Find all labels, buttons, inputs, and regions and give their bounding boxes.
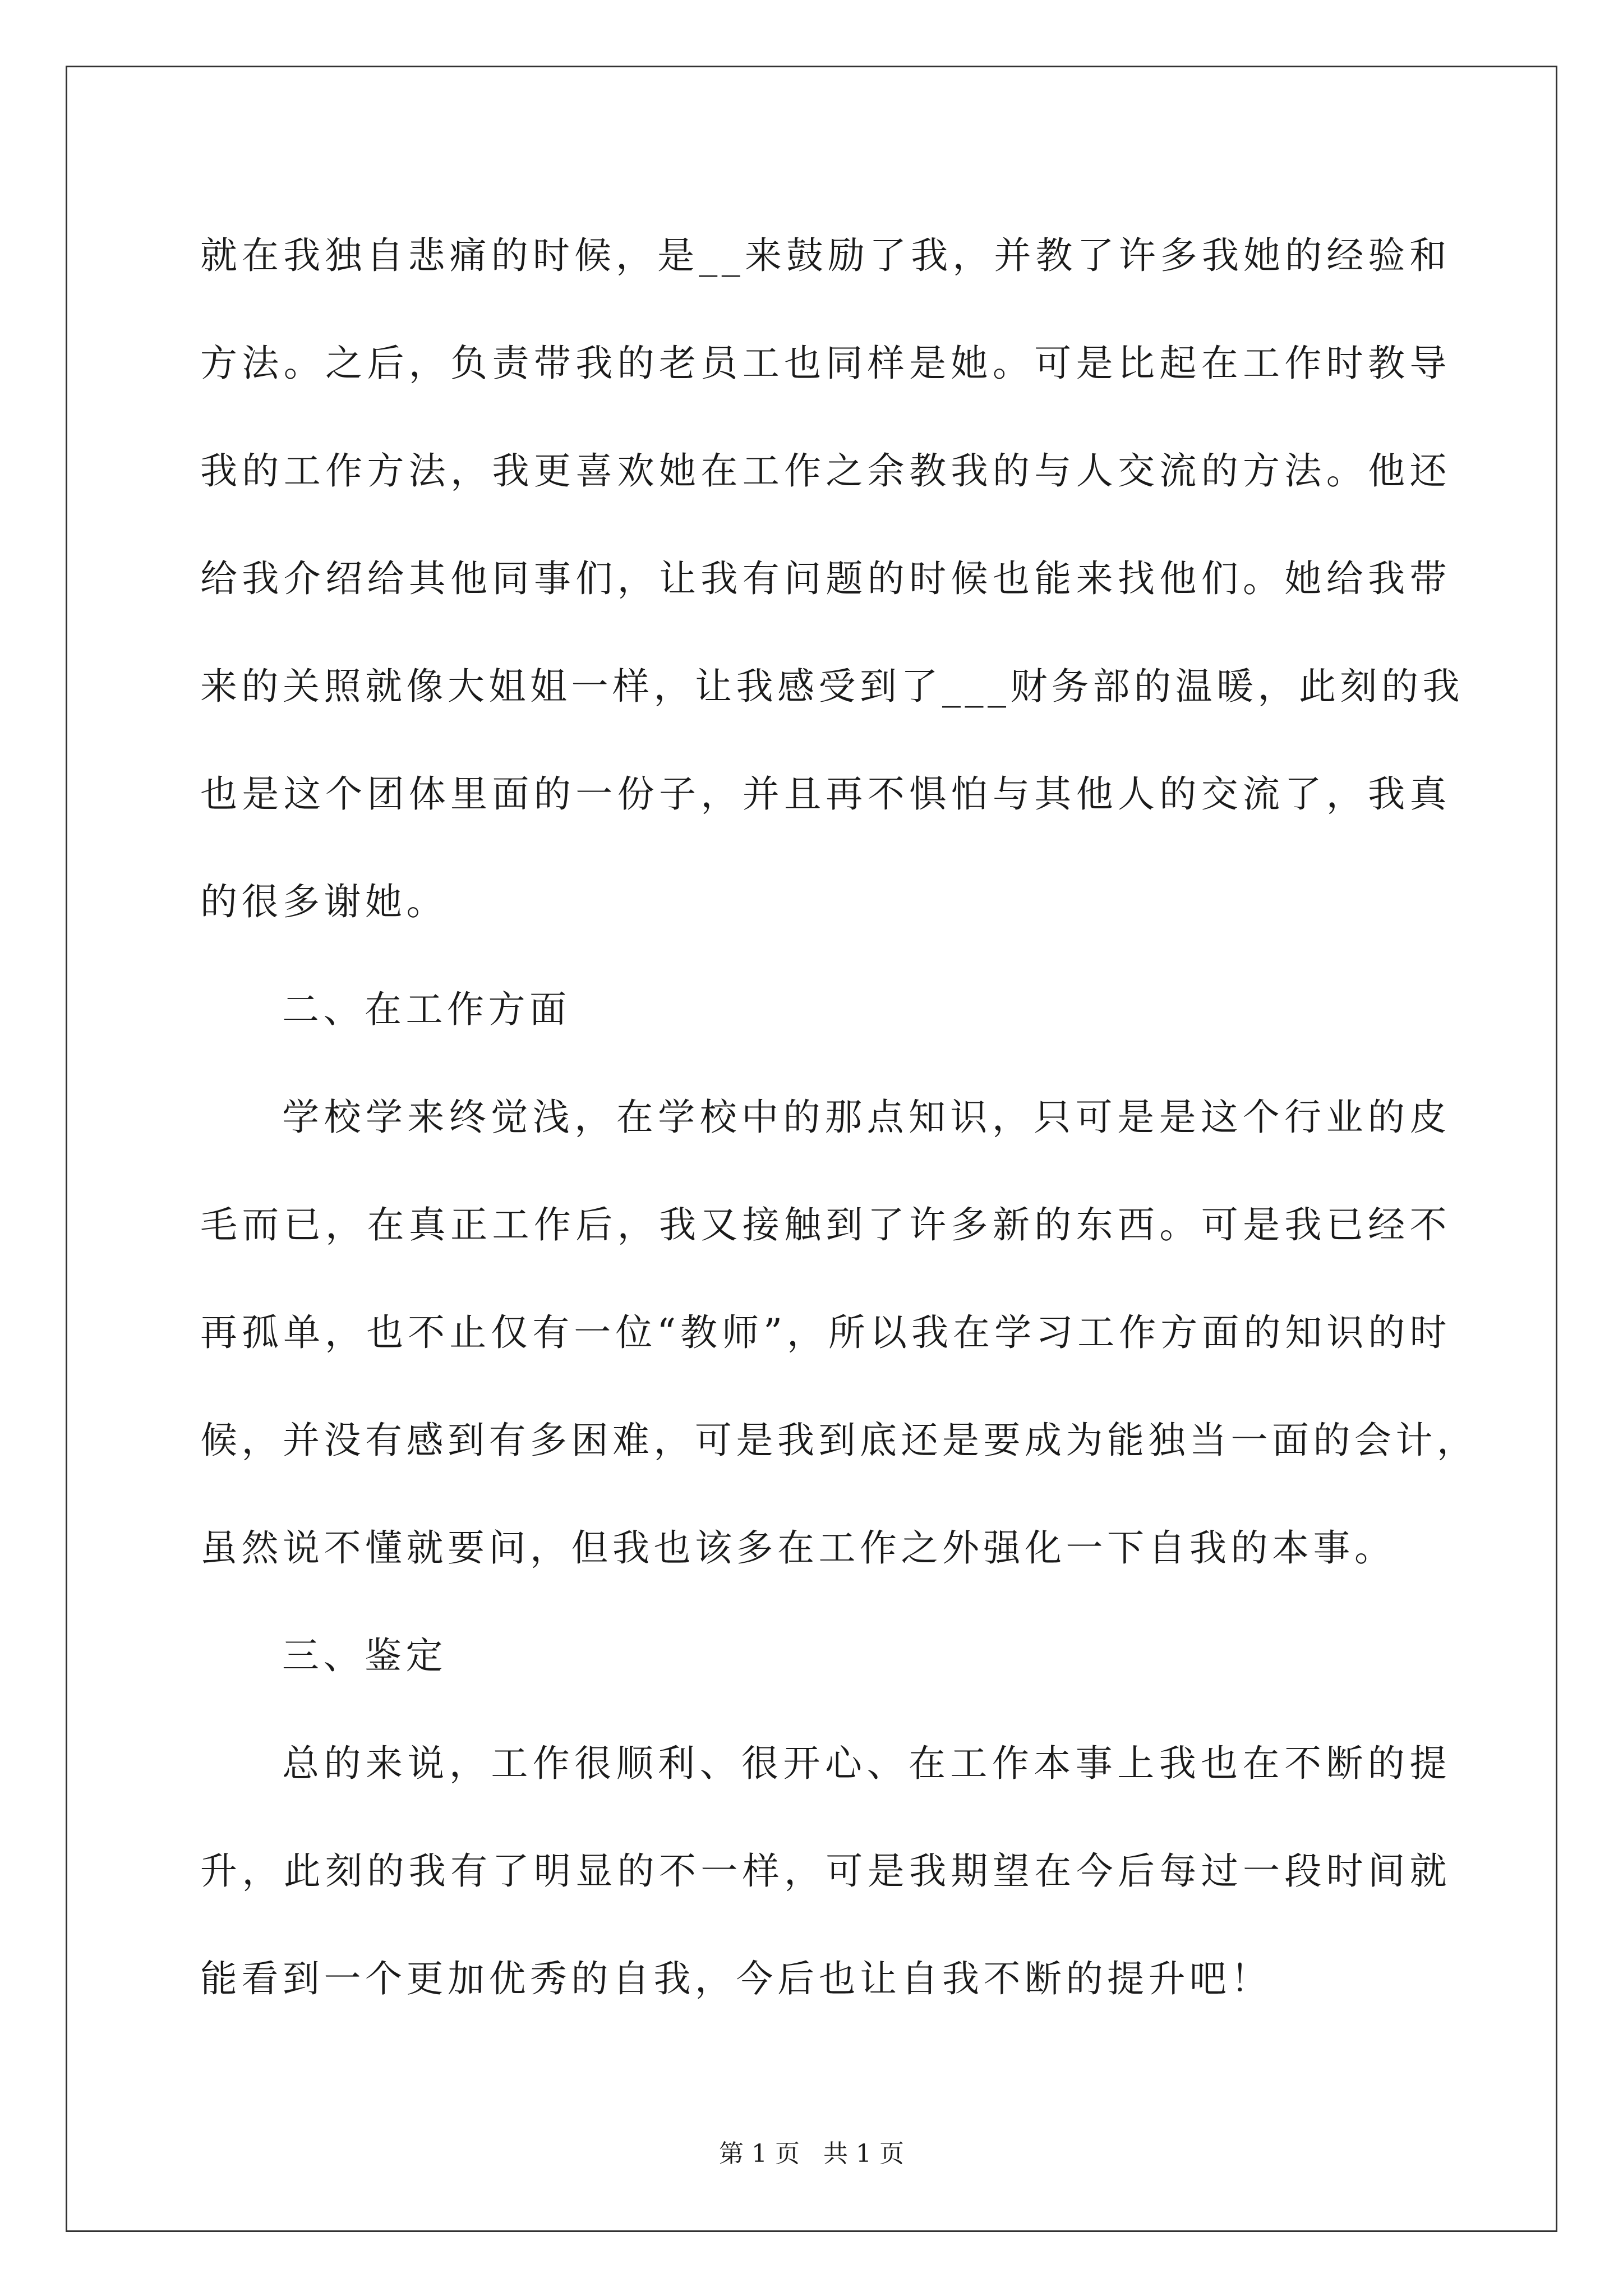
section-heading-appraisal: 三、鉴定 — [282, 1634, 447, 1677]
page-number-footer: 第 1 页 共 1 页 — [719, 2139, 904, 2168]
document-body — [200, 202, 1478, 2033]
body-line-4: 给我介绍给其他同事们，让我有问题的时候也能来找他们。她给我带 — [200, 557, 1451, 600]
body-line-7: 的很多谢她。 — [200, 880, 448, 923]
body-line-12: 候，并没有感到有多困难，可是我到底还是要成为能独当一面的会计， — [200, 1419, 1478, 1462]
body-line-5: 来的关照就像大姐姐一样，让我感受到了___财务部的温暖，此刻的我 — [200, 665, 1464, 708]
body-line-17: 能看到一个更加优秀的自我，今后也让自我不断的提升吧！ — [200, 1957, 1272, 2000]
body-line-3: 我的工作方法，我更喜欢她在工作之余教我的与人交流的方法。他还 — [200, 449, 1451, 493]
body-line-15: 总的来说，工作很顺利、很开心、在工作本事上我也在不断的提 — [282, 1742, 1451, 1785]
body-line-1: 就在我独自悲痛的时候，是__来鼓励了我，并教了许多我她的经验和 — [200, 234, 1451, 277]
body-line-6: 也是这个团体里面的一份子，并且再不惧怕与其他人的交流了，我真 — [200, 772, 1451, 816]
body-line-9: 学校学来终觉浅，在学校中的那点知识，只可是是这个行业的皮 — [282, 1096, 1451, 1139]
body-line-13: 虽然说不懂就要问，但我也该多在工作之外强化一下自我的本事。 — [200, 1526, 1396, 1570]
body-line-2: 方法。之后，负责带我的老员工也同样是她。可是比起在工作时教导 — [200, 342, 1451, 385]
body-line-10: 毛而已，在真正工作后，我又接触到了许多新的东西。可是我已经不 — [200, 1203, 1451, 1246]
section-heading-work: 二、在工作方面 — [282, 988, 571, 1031]
body-line-16: 升，此刻的我有了明显的不一样，可是我期望在今后每过一段时间就 — [200, 1849, 1451, 1893]
body-line-11: 再孤单，也不止仅有一位“教师”，所以我在学习工作方面的知识的时 — [200, 1311, 1451, 1354]
